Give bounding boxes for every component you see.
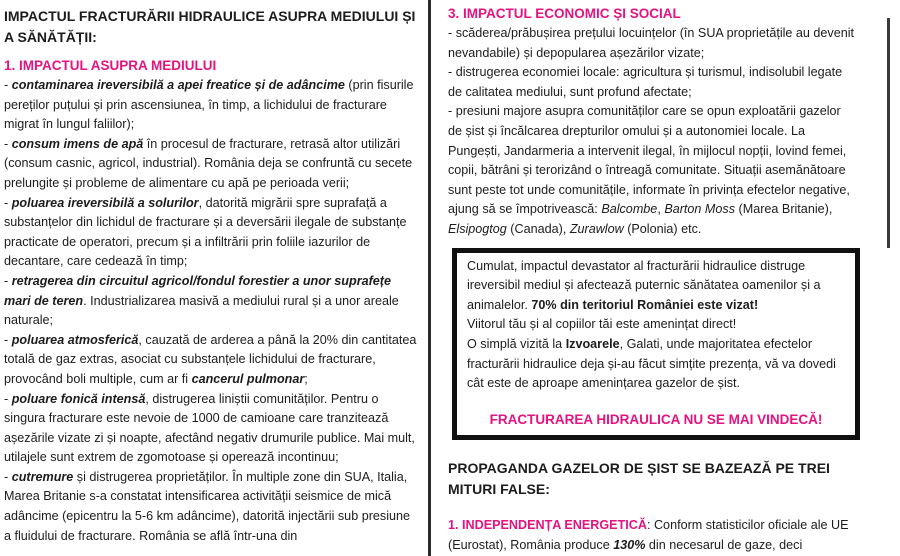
list-item: - retragerea din circuitul agricol/fondul forestier a unor suprafețe mari de teren. Industrializarea masivă a mediului rural și a unor areale naturale; [4,273,399,328]
section-3-heading: 3. IMPACTUL ECONOMIC ȘI SOCIAL [448,6,681,21]
warning-box [452,248,860,441]
list-item: - poluare fonică intensă, distrugerea liniștii comunităților. Pentru o singura fracturare este nevoie de 1000 de camioane care tranzitează așezările vizate zi și noapte, afectând negativ drumurile publice. Mai mult, utilajele sunt extrem de zgomotoase și operează incontinuu; [4,391,415,465]
list-item: - distrugerea economiei locale: agricultura și turismul, indisolubil legate de calitatea mediului, sunt profund afectate; [448,65,843,99]
list-item: - scăderea/prăbușirea prețului locuințelor (în SUA proprietățile au devenit nevandabile) și depopularea așezărilor vizate; [448,26,855,60]
section-1-heading: 1. IMPACTUL ASUPRA MEDIULUI [4,58,217,73]
box-paragraph: O simplă vizită la Izvoarele, Galati, unde majoritatea efectelor fracturării hidraulice deja și-au făcut simțite prezența, vă va dovedi cât este de aproape amenințarea gazelor de șist. [467,336,836,391]
box-line: Viitorul tău și al copiilor tăi este amenințat direct! [467,317,737,332]
energy-item: 1. INDEPENDENȚA ENERGETICĂ: Conform statisticilor oficiale ale UE (Eurostat), România produce 130% din necesarul de gaze, deci [448,518,849,552]
propaganda-title: PROPAGANDA GAZELOR DE ȘIST SE BAZEAZĂ PE TREI MITURI FALSE: [448,460,830,498]
list-item: - cutremure și distrugerea proprietăților. În multiple zone din SUA, Italia, Marea Britanie s-a constatat intensificarea activității seismice de mică adâncime (epicentru la 5-6 km adâncime), datorită injectării sub presiune a fluidului de fracturare. România se află într-una din [4,469,411,543]
column-divider [428,0,431,556]
page-edge-line [887,18,890,248]
right-column [448,0,858,555]
warning-slogan: FRACTURAREA HIDRAULICA NU SE MAI VINDECĂ! [489,411,823,427]
box-paragraph: Cumulat, impactul devastator al fracturării hidraulice distruge ireversibil mediul și afectează puternic sănătatea oamenilor și a animalelor. 70% din teritoriul României este vizat! [467,258,821,312]
list-item: - poluarea atmosferică, cauzată de arderea a până la 20% din cantitatea totală de gaz extras, asociat cu substanțele lichidului de fracturare, provocând boli multiple, cum ar fi cancerul pulmonar; [4,332,417,386]
main-title: IMPACTUL FRACTURĂRII HIDRAULICE ASUPRA MEDIULUI ȘI A SĂNĂTĂȚII: [4,8,416,45]
list-item: - presiuni majore asupra comunităților care se opun exploatării gazelor de șist și încălcarea drepturilor omului și a autonomiei locale. La Pungești, Jandarmeria a intervenit ilegal, în mijlocul nopții, lovind femei, copii, bătrâni și terorizând o întreagă comunitate. Situații asemănătoare sunt peste tot unde comunitățile, informate în privința efectelor negative, ajung să se împotrivească: Balcombe, Barton Moss (Marea Britanie), Elsipogtog (Canada), Zurawlow (Polonia) etc. [448,104,850,236]
list-item: - consum imens de apă în procesul de fracturare, retrasă altor utilizări (consum casnic, agricol, industrial). România deja se confruntă cu secete prelungite și probleme de alimentare cu apă pe perioada verii; [4,136,413,190]
left-column [4,0,418,546]
list-item: - poluarea ireversibilă a solurilor, datorită migrării spre suprafață a substanțelor din lichidul de fracturare și a deversării ilegale de substanțe practicate de operatori, precum și a infiltrării prin foliile iazurilor de decantare, care cedează în timp; [4,195,407,269]
list-item: - contaminarea ireversibilă a apei freatice și de adâncime (prin fisurile pereților puțului și prin ascensiunea, în timp, a lichidului de fracturare migrat în lungul faliilor); [4,78,414,132]
